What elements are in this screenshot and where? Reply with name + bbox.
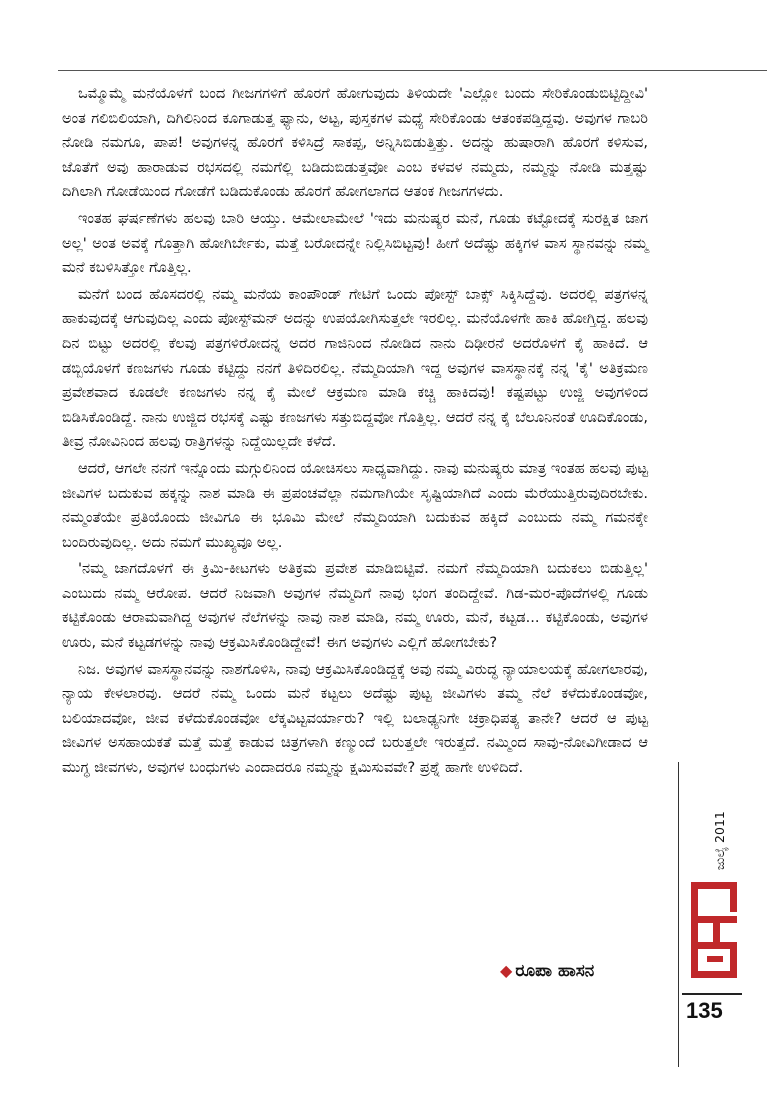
article-body bbox=[62, 82, 648, 783]
paragraph: ಒಮ್ಮೊಮ್ಮೆ ಮನೆಯೊಳಗೆ ಬಂದ ಗೀಜಗಗಳಿಗೆ ಹೊರಗೆ ಹೋಗುವುದು ತಿಳಿಯದೇ 'ಎಲ್ಲೋ ಬಂದು ಸೇರಿಕೊಂಡುಬಿಟ್ಟಿದ್ದೀವಿ' ಅಂತ ಗಲಿಬಿಲಿಯಾಗಿ, ದಿಗಿಲಿನಿಂದ ಕೂಗಾಡುತ್ತ ಫ್ಯಾನು, ಅಟ್ಟ, ಪುಸ್ತಕಗಳ ಮಧ್ಯೆ ಸೇರಿಕೊಂಡು ಆತಂಕಪಡ್ತಿದ್ದವು. ಅವುಗಳ ಗಾಬರಿ ನೋಡಿ ನಮಗೂ, ಪಾಪ! ಅವುಗಳನ್ನ ಹೊರಗೆ ಕಳಿಸಿದ್ರೆ ಸಾಕಪ್ಪ, ಅನ್ನಿಸಿಬಿಡುತ್ತಿತ್ತು. ಅದನ್ನು ಹುಷಾರಾಗಿ ಹೊರಗೆ ಕಳಿಸುವ, ಜೊತೆಗೆ ಅವು ಹಾರಾಡುವ ರಭಸದಲ್ಲಿ ನಮಗೆಲ್ಲಿ ಬಡಿದುಬಿಡುತ್ತವೋ ಎಂಬ ಕಳವಳ ನಮ್ಮದು, ನಮ್ಮನ್ನು ನೋಡಿ ಮತ್ತಷ್ಟು ದಿಗಿಲಾಗಿ ಗೋಡೆಯಿಂದ ಗೋಡೆಗೆ ಬಡಿದುಕೊಂಡು ಹೊರಗೆ ಹೋಗಲಾಗದ ಆತಂಕ ಗೀಜಗಗಳದು. bbox=[62, 85, 648, 201]
paragraph: ಇಂತಹ ಘರ್ಷಣೆಗಳು ಹಲವು ಬಾರಿ ಆಯ್ತು. ಆಮೇಲಾಮೇಲೆ 'ಇದು ಮನುಷ್ಯರ ಮನೆ, ಗೂಡು ಕಟ್ಟೋದಕ್ಕೆ ಸುರಕ್ಷಿತ ಜಾಗ ಅಲ್ಲ' ಅಂತ ಅವಕ್ಕೆ ಗೊತ್ತಾಗಿ ಹೋಗಿರ್ಬೇಕು, ಮತ್ತೆ ಬರೋದನ್ನೇ ನಿಲ್ಲಿಸಿಬಿಟ್ಟವು! ಹೀಗೆ ಅದೆಷ್ಟು ಹಕ್ಕಿಗಳ ವಾಸ ಸ್ಥಾನವನ್ನು ನಮ್ಮ ಮನೆ ಕಬಳಿಸಿತ್ತೋ ಗೊತ್ತಿಲ್ಲ. bbox=[62, 209, 648, 277]
top-rule bbox=[58, 70, 767, 71]
author-name: ರೂಪಾ ಹಾಸನ bbox=[515, 961, 595, 981]
magazine-logo bbox=[683, 880, 745, 980]
issue-date: ಜುಲೈ 2011 bbox=[712, 811, 727, 870]
side-rule bbox=[678, 762, 679, 1067]
paragraph: ಆದರೆ, ಆಗಲೇ ನನಗೆ ಇನ್ನೊಂದು ಮಗ್ಗುಲಿನಿಂದ ಯೋಚಿಸಲು ಸಾಧ್ಯವಾಗಿದ್ದು. ನಾವು ಮನುಷ್ಯರು ಮಾತ್ರ ಇಂತಹ ಹಲವು ಪುಟ್ಟ ಜೀವಿಗಳ ಬದುಕುವ ಹಕ್ಕನ್ನು ನಾಶ ಮಾಡಿ ಈ ಪ್ರಪಂಚವೆಲ್ಲಾ ನಮಗಾಗಿಯೇ ಸೃಷ್ಟಿಯಾಗಿದೆ ಎಂದು ಮೆರೆಯುತ್ತಿರುವುದಿರಬೇಕು. ನಮ್ಮಂತೆಯೇ ಪ್ರತಿಯೊಂದು ಜೀವಿಗೂ ಈ ಭೂಮಿ ಮೇಲೆ ನೆಮ್ಮದಿಯಾಗಿ ಬದುಕುವ ಹಕ್ಕಿದೆ ಎಂಬುದು ನಮ್ಮ ಗಮನಕ್ಕೇ ಬಂದಿರುವುದಿಲ್ಲ. ಅದು ನಮಗೆ ಮುಖ್ಯವೂ ಅಲ್ಲ. bbox=[62, 459, 648, 551]
paragraph: 'ನಮ್ಮ ಜಾಗದೊಳಗೆ ಈ ಕ್ರಿಮಿ-ಕೀಟಗಳು ಅತಿಕ್ರಮ ಪ್ರವೇಶ ಮಾಡಿಬಿಟ್ಟಿವೆ. ನಮಗೆ ನೆಮ್ಮದಿಯಾಗಿ ಬದುಕಲು ಬಿಡುತ್ತಿಲ್ಲ' ಎಂಬುದು ನಮ್ಮ ಆರೋಪ. ಆದರೆ ನಿಜವಾಗಿ ಅವುಗಳ ನೆಮ್ಮದಿಗೆ ನಾವು ಭಂಗ ತಂದಿದ್ದೇವೆ. ಗಿಡ-ಮರ-ಪೊದೆಗಳಲ್ಲಿ ಗೂಡು ಕಟ್ಟಿಕೊಂಡು ಆರಾಮವಾಗಿದ್ದ ಅವುಗಳ ನೆಲೆಗಳನ್ನು ನಾವು ನಾಶ ಮಾಡಿ, ನಮ್ಮ ಊರು, ಮನೆ, ಕಟ್ಟಡ... ಕಟ್ಟಿಕೊಂಡು, ಅವುಗಳ ಊರು, ಮನೆ ಕಟ್ಟಡಗಳನ್ನು ನಾವು ಆಕ್ರಮಿಸಿಕೊಂಡಿದ್ದೇವೆ! ಈಗ ಅವುಗಳು ಎಲ್ಲಿಗೆ ಹೋಗಬೇಕು? bbox=[62, 560, 648, 652]
magazine-logo-graphic bbox=[683, 880, 745, 980]
diamond-bullet-icon: ◆ bbox=[500, 961, 513, 980]
page-number-rule bbox=[682, 993, 742, 995]
paragraph: ಮನೆಗೆ ಬಂದ ಹೊಸದರಲ್ಲಿ ನಮ್ಮ ಮನೆಯ ಕಾಂಪೌಂಡ್ ಗೇಟಿಗೆ ಒಂದು ಪೋಸ್ಟ್ ಬಾಕ್ಸ್ ಸಿಕ್ಕಿಸಿದ್ದೆವು. ಅದರಲ್ಲಿ ಪತ್ರಗಳನ್ನ ಹಾಕುವುದಕ್ಕೆ ಆಗುವುದಿಲ್ಲ ಎಂದು ಪೋಸ್ಟ್‌ಮನ್ ಅದನ್ನು ಉಪಯೋಗಿಸುತ್ತಲೇ ಇರಲಿಲ್ಲ. ಮನೆಯೊಳಗೇ ಹಾಕಿ ಹೋಗ್ತಿದ್ದ. ಹಲವು ದಿನ ಬಿಟ್ಟು ಅದರಲ್ಲಿ ಕೆಲವು ಪತ್ರಗಳಿರೋದನ್ನ ಅದರ ಗಾಜಿನಿಂದ ನೋಡಿದ ನಾನು ದಿಢೀರನೆ ಅದರೊಳಗೆ ಕೈ ಹಾಕಿದೆ. ಆ ಡಬ್ಬಿಯೊಳಗೆ ಕಣಜಗಳು ಗೂಡು ಕಟ್ಟಿದ್ದು ನನಗೆ ತಿಳಿದಿರಲಿಲ್ಲ. ನೆಮ್ಮದಿಯಾಗಿ ಇದ್ದ ಅವುಗಳ ವಾಸಸ್ಥಾನಕ್ಕೆ ನನ್ನ 'ಕೈ' ಅತಿಕ್ರಮಣ ಪ್ರವೇಶವಾದ ಕೂಡಲೇ ಕಣಜಗಳು ನನ್ನ ಕೈ ಮೇಲೆ ಆಕ್ರಮಣ ಮಾಡಿ ಕಚ್ಚಿ ಹಾಕಿದವು! ಕಷ್ಟಪಟ್ಟು ಉಜ್ಜಿ ಅವುಗಳಿಂದ ಬಿಡಿಸಿಕೊಂಡಿದ್ದೆ. ನಾನು ಉಜ್ಜಿದ ರಭಸಕ್ಕೆ ಎಷ್ಟು ಕಣಜಗಳು ಸತ್ತುಬಿದ್ದವೋ ಗೊತ್ತಿಲ್ಲ. ಆದರೆ ನನ್ನ ಕೈ ಬೆಲೂನಿನಂತೆ ಊದಿಕೊಂಡು, ತೀವ್ರ ನೋವಿನಿಂದ ಹಲವು ರಾತ್ರಿಗಳನ್ನು ನಿದ್ದೆಯಿಲ್ಲದೇ ಕಳೆದೆ. bbox=[62, 285, 648, 451]
author-byline bbox=[500, 961, 594, 981]
page-number: 135 bbox=[686, 998, 723, 1023]
paragraph: ನಿಜ. ಅವುಗಳ ವಾಸಸ್ಥಾನವನ್ನು ನಾಶಗೊಳಿಸಿ, ನಾವು ಆಕ್ರಮಿಸಿಕೊಂಡಿದ್ದಕ್ಕೆ ಅವು ನಮ್ಮ ವಿರುದ್ಧ ನ್ಯಾಯಾಲಯಕ್ಕೆ ಹೋಗಲಾರವು, ನ್ಯಾಯ ಕೇಳಲಾರವು. ಆದರೆ ನಮ್ಮ ಒಂದು ಮನೆ ಕಟ್ಟಲು ಅದೆಷ್ಟು ಪುಟ್ಟ ಜೀವಿಗಳು ತಮ್ಮ ನೆಲೆ ಕಳೆದುಕೊಂಡವೋ, ಬಲಿಯಾದವೋ, ಜೀವ ಕಳೆದುಕೊಂಡವೋ ಲೆಕ್ಕವಿಟ್ಟವರ್ಯಾರು? ಇಲ್ಲಿ ಬಲಾಢ್ಯನಿಗೇ ಚಕ್ರಾಧಿಪತ್ಯ ತಾನೇ? ಆದರೆ ಆ ಪುಟ್ಟ ಜೀವಿಗಳ ಅಸಹಾಯಕತೆ ಮತ್ತೆ ಮತ್ತೆ ಕಾಡುವ ಚಿತ್ರಗಳಾಗಿ ಕಣ್ಮುಂದೆ ಬರುತ್ತಲೇ ಇರುತ್ತದೆ. ನಮ್ಮಿಂದ ಸಾವು-ನೋವಿಗೀಡಾದ ಆ ಮುಗ್ಧ ಜೀವಗಳು, ಅವುಗಳ ಬಂಧುಗಳು ಎಂದಾದರೂ ನಮ್ಮನ್ನು ಕ್ಷಮಿಸುವವೇ? ಪ್ರಶ್ನೆ ಹಾಗೇ ಉಳಿದಿದೆ. bbox=[62, 660, 648, 777]
